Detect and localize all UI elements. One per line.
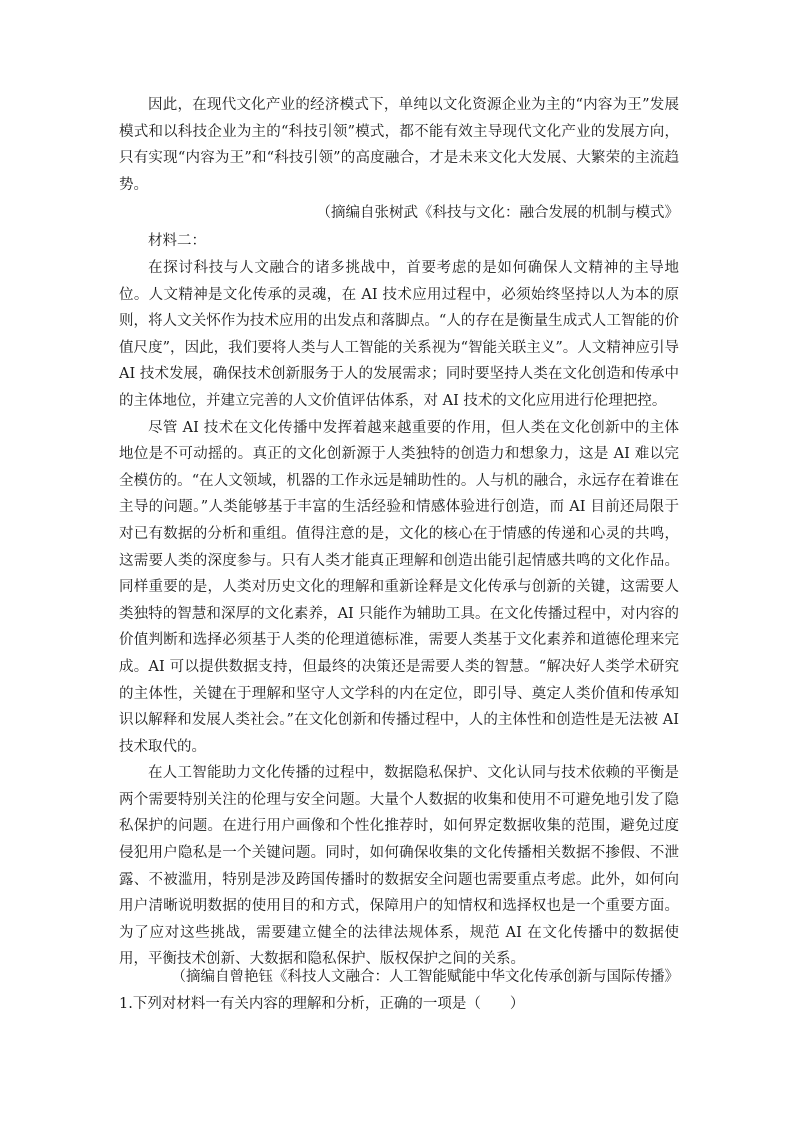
paragraph: 尽管 AI 技术在文化传播中发挥着越来越重要的作用，但人类在文化创新中的主体地位是不可动摇的。真正的文化创新源于人类独特的创造力和想象力，这是 AI 难以完全模仿的。“在人文领域，机器的工作永远是辅助性的。人与机的融合，永远存在着谁在主导的问题。”人类能够基于丰富的生活经验和情感体验进行创造，而 AI 目前还局限于对已有数据的分析和重组。值得注意的是，文化的核心在于情感的传递和心灵的共鸣，这需要人类的深度参与。只有人类才能真正理解和创造出能引起情感共鸣的文化作品。同样重要的是，人类对历史文化的理解和重新诠释是文化传承与创新的关键，这需要人类独特的智慧和深厚的文化素养，AI 只能作为辅助工具。在文化传播过程中，对内容的价值判断和选择必须基于人类的伦理道德标准，需要人类基于文化素养和道德伦理来完成。AI 可以提供数据支持，但最终的决策还是需要人类的智慧。“解决好人类学术研究的主体性，关键在于理解和坚守人文学科的内在定位，即引导、奠定人类价值和传承知识以解释和发展人类社会。”在文化创新和传播过程中，人的主体性和创造性是无法被 AI 技术取代的。 bbox=[119, 419, 679, 755]
paragraph: 因此，在现代文化产业的经济模式下，单纯以文化资源企业为主的“内容为王”发展模式和以科技企业为主的“科技引领”模式，都不能有效主导现代文化产业的发展方向，只有实现“内容为王”和“科技引领”的高度融合，才是未来文化大发展、大繁荣的主流趋势。 bbox=[119, 97, 679, 193]
material-one-source: （摘编自张树武《科技与文化：融合发展的机制与模式》 bbox=[316, 205, 679, 221]
paragraph: 在人工智能助力文化传播的过程中，数据隐私保护、文化认同与技术依赖的平衡是两个需要特别关注的伦理与安全问题。大量个人数据的收集和使用不可避免地引发了隐私保护的问题。在进行用户画像和个性化推荐时，如何界定数据收集的范围，避免过度侵犯用户隐私是一个关键问题。同时，如何确保收集的文化传播相关数据不掺假、不泄露、不被滥用，特别是涉及跨国传播时的数据安全问题也需要重点考虑。此外，如何向用户清晰说明数据的使用目的和方式，保障用户的知情权和选择权也是一个重要方面。为了应对这些挑战，需要建立健全的法律法规体系，规范 AI 在文化传播中的数据使用，平衡技术创新、大数据和隐私保护、版权保护之间的关系。 bbox=[119, 765, 679, 968]
material-two-source: （摘编自曾艳钰《科技人文融合：人工智能赋能中华文化传承创新与国际传播》 bbox=[171, 969, 679, 985]
material-one-closing bbox=[119, 92, 679, 198]
material-two-label: 材料二： bbox=[148, 233, 206, 249]
paragraph: 在探讨科技与人文融合的诸多挑战中，首要考虑的是如何确保人文精神的主导地位。人文精神是文化传承的灵魂，在 AI 技术应用过程中，必须始终坚持以人为本的原则，将人文关怀作为技术应用的出发点和落脚点。“人的存在是衡量生成式人工智能的价值尺度”，因此，我们要将人类与人工智能的关系视为“智能关联主义”。人文精神应引导 AI 技术发展，确保技术创新服务于人的发展需求；同时要坚持人类在文化创造和传承中的主体地位，并建立完善的人文价值评估体系，对 AI 技术的文化应用进行伦理把控。 bbox=[119, 260, 679, 409]
question-1: 1.下列对材料一有关内容的理解和分析，正确的一项是（ ） bbox=[119, 996, 525, 1012]
material-two-body bbox=[119, 255, 679, 973]
